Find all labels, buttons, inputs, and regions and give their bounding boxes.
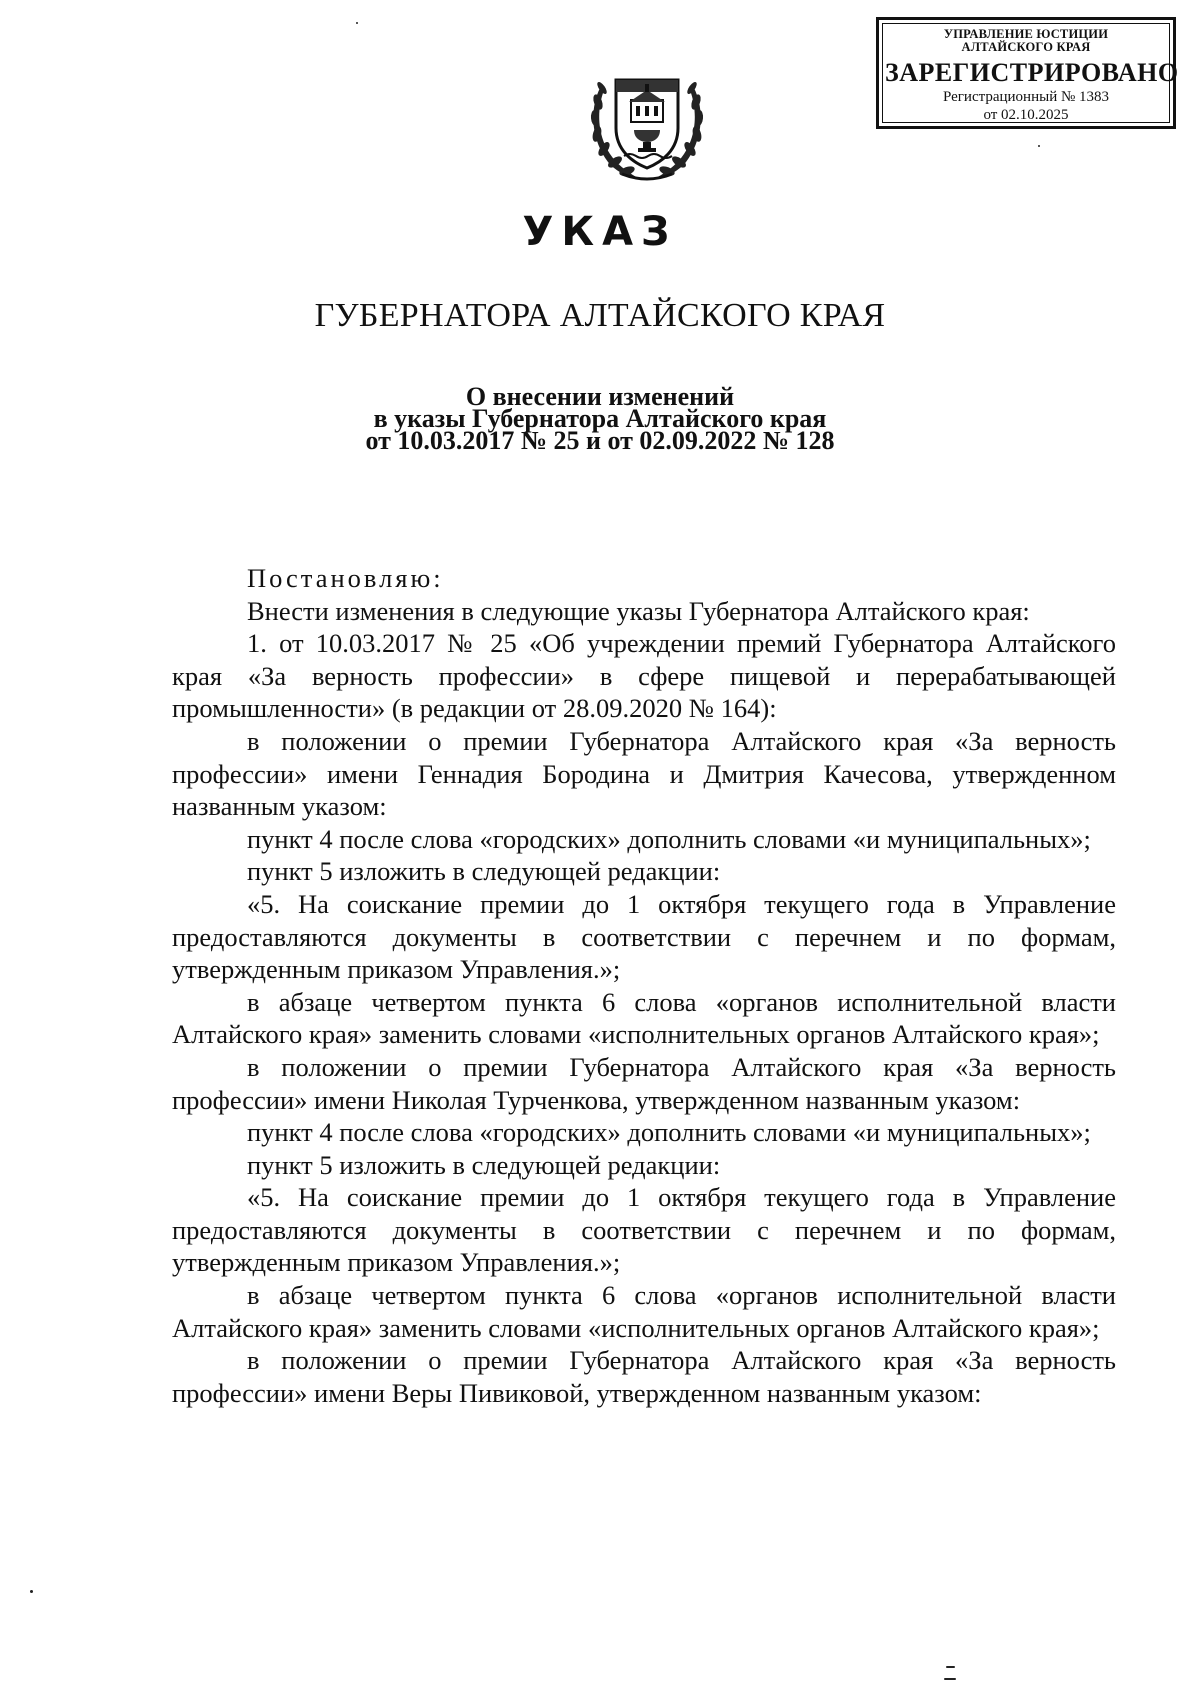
stamp-status: ЗАРЕГИСТРИРОВАНО <box>885 58 1179 87</box>
paragraph: пункт 5 изложить в следующей редакции: <box>247 1149 721 1180</box>
heading-line3: от 10.03.2017 № 25 и от 02.09.2022 № 128 <box>365 426 835 455</box>
document-heading <box>0 382 1200 455</box>
scan-speck <box>944 1678 956 1680</box>
paragraph: в положении о премии Губернатора Алтайского края «За верность профессии» имени Николая Турченкова, утвержденном названным указом: <box>172 1051 1116 1115</box>
heading-line1: О внесении изменений <box>465 382 735 411</box>
document-body <box>172 562 1116 1409</box>
scan-speck <box>30 1590 33 1593</box>
stamp-org-line1: УПРАВЛЕНИЕ ЮСТИЦИИ <box>943 27 1109 41</box>
document-title: УКАЗ <box>522 209 678 255</box>
stamp-reg-number: Регистрационный № 1383 <box>942 89 1110 105</box>
paragraph: в абзаце четвертом пункта 6 слова «органов исполнительной власти Алтайского края» заменить словами «исполнительных органов Алтайского края»; <box>172 1280 1116 1343</box>
paragraph-decree: Постановляю: <box>247 563 444 593</box>
paragraph: пункт 4 после слова «городских» дополнить словами «и муниципальных»; <box>247 1117 1091 1148</box>
paragraph: пункт 5 изложить в следующей редакции: <box>247 856 721 887</box>
stamp-org-name <box>885 28 1167 54</box>
paragraph: «5. На соискание премии до 1 октября текущего года в Управление предоставляются документы в соответствии с перечнем и по формам, утвержденным приказом Управления.»; <box>172 1182 1116 1278</box>
coat-of-arms-icon <box>586 58 708 184</box>
paragraph: в положении о премии Губернатора Алтайского края «За верность профессии» имени Веры Пивиковой, утвержденном названным указом: <box>172 1345 1116 1408</box>
paragraph: Внести изменения в следующие указы Губернатора Алтайского края: <box>247 595 1030 626</box>
paragraph: в положении о премии Губернатора Алтайского края «За верность профессии» имени Геннадия Бородина и Дмитрия Качесова, утвержденном названным указом: <box>172 725 1116 822</box>
stamp-reg-date: от 02.10.2025 <box>983 107 1069 123</box>
document-subtitle: ГУБЕРНАТОРА АЛТАЙСКОГО КРАЯ <box>314 297 886 334</box>
stamp-org-line2: АЛТАЙСКОГО КРАЯ <box>961 40 1091 54</box>
heading-line2: в указы Губернатора Алтайского края <box>373 404 827 433</box>
scan-speck <box>946 1666 955 1668</box>
paragraph: пункт 4 после слова «городских» дополнить словами «и муниципальных»; <box>247 823 1091 854</box>
paragraph: 1. от 10.03.2017 № 25 «Об учреждении премий Губернатора Алтайского края «За верность профессии» в сфере пищевой и перерабатывающей промышленности» (в редакции от 28.09.2020 № 164): <box>172 628 1116 724</box>
registration-stamp <box>876 17 1179 129</box>
paragraph: в абзаце четвертом пункта 6 слова «органов исполнительной власти Алтайского края» заменить словами «исполнительных органов Алтайского края»; <box>172 986 1116 1050</box>
scan-speck <box>356 22 358 24</box>
paragraph: «5. На соискание премии до 1 октября текущего года в Управление предоставляются документы в соответствии с перечнем и по формам, утвержденным приказом Управления.»; <box>172 888 1116 985</box>
scan-speck <box>1038 145 1040 147</box>
